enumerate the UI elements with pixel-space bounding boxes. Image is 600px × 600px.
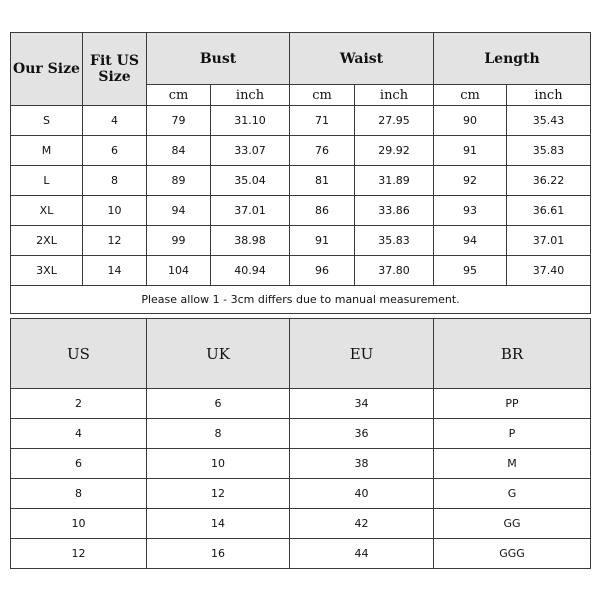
- cell-waist-inch: 33.86: [355, 196, 434, 226]
- header-fit-us-size: Fit US Size: [83, 33, 147, 106]
- header-br: BR: [434, 319, 591, 389]
- size-chart-header-row: [11, 33, 591, 85]
- cell-uk: 14: [147, 509, 290, 539]
- cell-our-size: 2XL: [11, 226, 83, 256]
- cell-length-cm: 93: [434, 196, 507, 226]
- cell-br: GG: [434, 509, 591, 539]
- cell-waist-inch: 37.80: [355, 256, 434, 286]
- conversion-row: [11, 449, 591, 479]
- cell-length-inch: 36.22: [507, 166, 591, 196]
- cell-us: 10: [11, 509, 147, 539]
- cell-length-inch: 35.43: [507, 106, 591, 136]
- unit-waist-inch: inch: [355, 85, 434, 106]
- cell-bust-inch: 37.01: [211, 196, 290, 226]
- conversion-row: [11, 389, 591, 419]
- cell-eu: 34: [290, 389, 434, 419]
- cell-waist-cm: 76: [290, 136, 355, 166]
- cell-us: 8: [11, 479, 147, 509]
- cell-waist-inch: 35.83: [355, 226, 434, 256]
- unit-bust-inch: inch: [211, 85, 290, 106]
- header-waist: Waist: [290, 33, 434, 85]
- cell-fit-us-size: 6: [83, 136, 147, 166]
- cell-waist-cm: 91: [290, 226, 355, 256]
- cell-uk: 8: [147, 419, 290, 449]
- cell-waist-cm: 71: [290, 106, 355, 136]
- cell-eu: 36: [290, 419, 434, 449]
- cell-bust-inch: 35.04: [211, 166, 290, 196]
- cell-length-cm: 91: [434, 136, 507, 166]
- cell-eu: 42: [290, 509, 434, 539]
- header-length: Length: [434, 33, 591, 85]
- unit-length-cm: cm: [434, 85, 507, 106]
- cell-waist-cm: 81: [290, 166, 355, 196]
- conversion-row: [11, 419, 591, 449]
- cell-br: G: [434, 479, 591, 509]
- measurement-note: Please allow 1 - 3cm differs due to manual measurement.: [11, 286, 591, 314]
- cell-our-size: L: [11, 166, 83, 196]
- cell-br: M: [434, 449, 591, 479]
- cell-length-inch: 36.61: [507, 196, 591, 226]
- cell-uk: 16: [147, 539, 290, 569]
- unit-length-inch: inch: [507, 85, 591, 106]
- conversion-row: [11, 539, 591, 569]
- header-our-size: Our Size: [11, 33, 83, 106]
- header-eu: EU: [290, 319, 434, 389]
- conversion-header-row: [11, 319, 591, 389]
- header-us: US: [11, 319, 147, 389]
- cell-fit-us-size: 8: [83, 166, 147, 196]
- cell-bust-inch: 33.07: [211, 136, 290, 166]
- cell-bust-inch: 38.98: [211, 226, 290, 256]
- cell-us: 2: [11, 389, 147, 419]
- cell-length-cm: 94: [434, 226, 507, 256]
- cell-fit-us-size: 14: [83, 256, 147, 286]
- size-chart-row: [11, 256, 591, 286]
- cell-br: PP: [434, 389, 591, 419]
- cell-our-size: 3XL: [11, 256, 83, 286]
- cell-fit-us-size: 12: [83, 226, 147, 256]
- cell-bust-inch: 31.10: [211, 106, 290, 136]
- cell-bust-cm: 104: [147, 256, 211, 286]
- cell-length-inch: 37.01: [507, 226, 591, 256]
- size-chart-container: [10, 32, 590, 569]
- cell-fit-us-size: 10: [83, 196, 147, 226]
- cell-waist-inch: 27.95: [355, 106, 434, 136]
- cell-our-size: XL: [11, 196, 83, 226]
- size-chart-row: [11, 136, 591, 166]
- conversion-row: [11, 509, 591, 539]
- size-chart-row: [11, 166, 591, 196]
- cell-uk: 6: [147, 389, 290, 419]
- header-uk: UK: [147, 319, 290, 389]
- cell-waist-inch: 31.89: [355, 166, 434, 196]
- cell-waist-cm: 96: [290, 256, 355, 286]
- cell-length-inch: 37.40: [507, 256, 591, 286]
- size-chart-row: [11, 226, 591, 256]
- size-chart-row: [11, 196, 591, 226]
- cell-length-inch: 35.83: [507, 136, 591, 166]
- size-chart-row: [11, 106, 591, 136]
- unit-bust-cm: cm: [147, 85, 211, 106]
- cell-bust-cm: 79: [147, 106, 211, 136]
- cell-eu: 40: [290, 479, 434, 509]
- cell-us: 4: [11, 419, 147, 449]
- unit-waist-cm: cm: [290, 85, 355, 106]
- cell-bust-cm: 89: [147, 166, 211, 196]
- cell-br: GGG: [434, 539, 591, 569]
- cell-length-cm: 90: [434, 106, 507, 136]
- conversion-row: [11, 479, 591, 509]
- cell-us: 12: [11, 539, 147, 569]
- cell-eu: 44: [290, 539, 434, 569]
- cell-bust-inch: 40.94: [211, 256, 290, 286]
- cell-waist-cm: 86: [290, 196, 355, 226]
- cell-fit-us-size: 4: [83, 106, 147, 136]
- cell-length-cm: 92: [434, 166, 507, 196]
- cell-length-cm: 95: [434, 256, 507, 286]
- cell-bust-cm: 99: [147, 226, 211, 256]
- cell-our-size: M: [11, 136, 83, 166]
- cell-bust-cm: 94: [147, 196, 211, 226]
- cell-us: 6: [11, 449, 147, 479]
- cell-uk: 10: [147, 449, 290, 479]
- size-chart-table: [10, 32, 591, 314]
- cell-waist-inch: 29.92: [355, 136, 434, 166]
- cell-our-size: S: [11, 106, 83, 136]
- cell-uk: 12: [147, 479, 290, 509]
- cell-br: P: [434, 419, 591, 449]
- cell-eu: 38: [290, 449, 434, 479]
- conversion-chart-table: [10, 318, 591, 569]
- size-chart-note-row: [11, 286, 591, 314]
- cell-bust-cm: 84: [147, 136, 211, 166]
- header-bust: Bust: [147, 33, 290, 85]
